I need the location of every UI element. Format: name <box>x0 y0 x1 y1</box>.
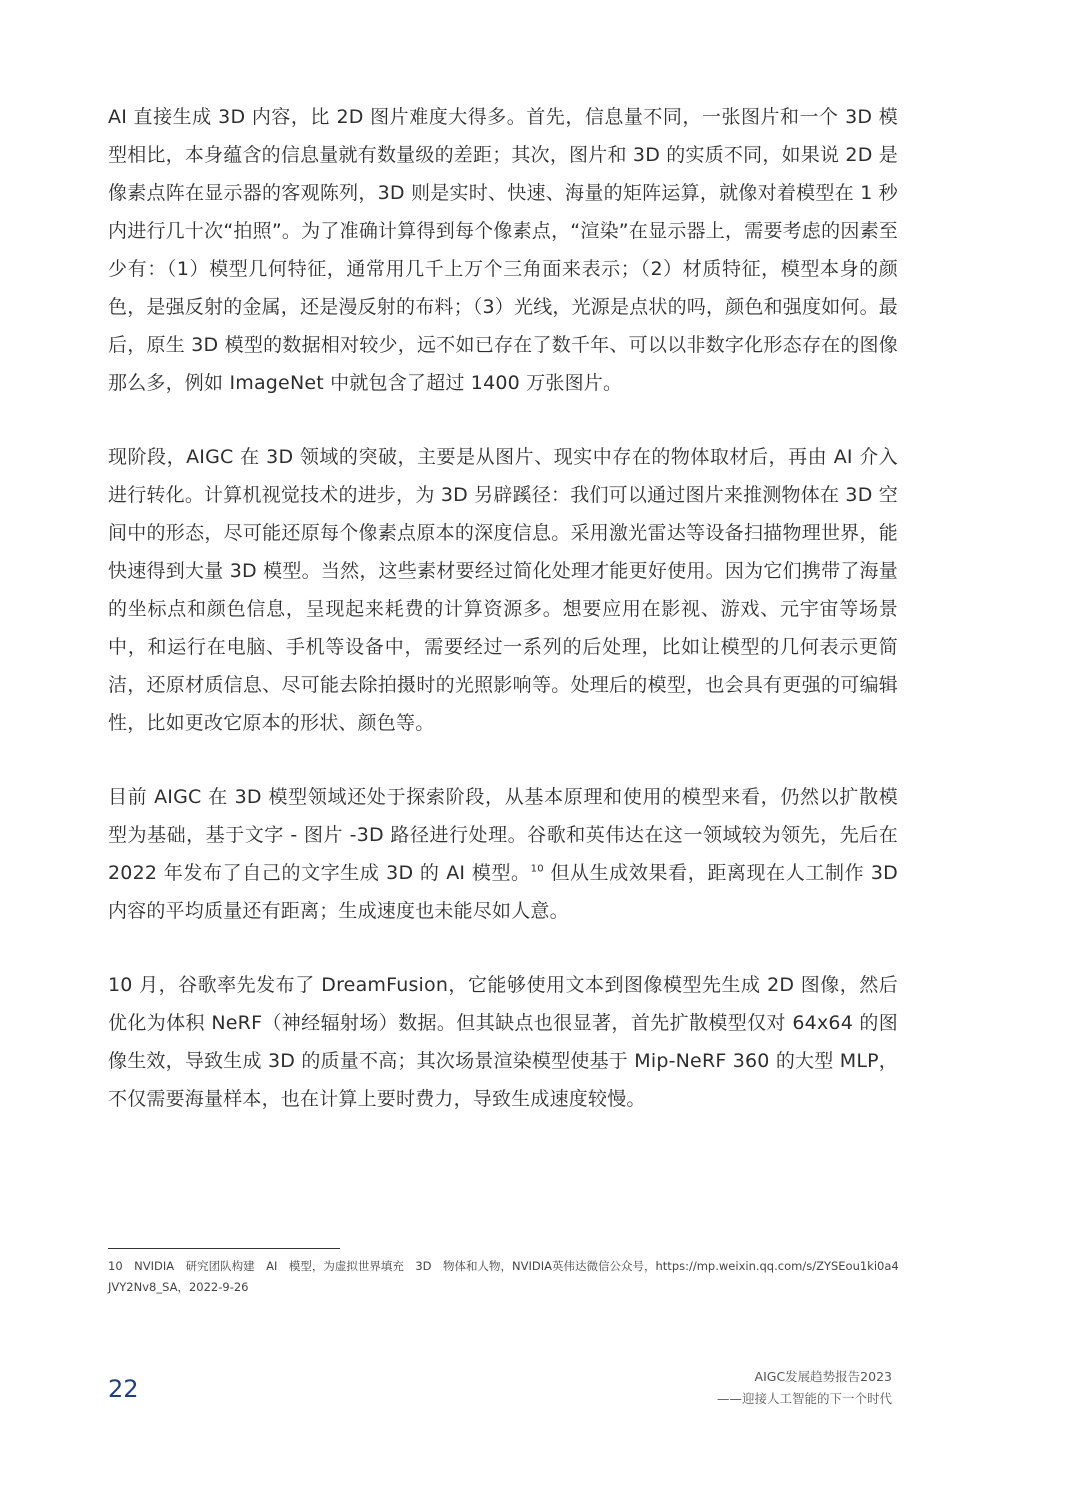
report-subtitle: ——迎接人工智能的下一个时代 <box>716 1391 892 1406</box>
page-number: 22 <box>108 1375 139 1403</box>
paragraph-3d-exploration <box>108 778 898 930</box>
paragraph-3d-exploration-before: 目前 AIGC 在 3D 模型领域还处于探索阶段，从基本原理和使用的模型来看，仍然以扩散模型为基础，基于文字 - 图片 -3D 路径进行处理。谷歌和英伟达在这一领域较为领先，先后在 2022 年发布了自己的文字生成 3D 的 AI 模型。 <box>108 786 898 884</box>
report-title: AIGC发展趋势报告2023 <box>754 1369 892 1384</box>
paragraph-3d-exploration-after: 但从生成效果看，距离现在人工制作 3D 内容的平均质量还有距离；生成速度也未能尽如人意。 <box>108 862 898 922</box>
paragraph-dreamfusion: 10 月，谷歌率先发布了 DreamFusion，它能够使用文本到图像模型先生成 2D 图像，然后优化为体积 NeRF（神经辐射场）数据。但其缺点也很显著，首先扩散模型仅对 64x64 的图像生效，导致生成 3D 的质量不高；其次场景渲染模型使基于 Mip-NeRF 360 的大型 MLP，不仅需要海量样本，也在计算上要时费力，导致生成速度较慢。 <box>108 974 898 1110</box>
footnote: 10 NVIDIA 研究团队构建 AI 模型，为虚拟世界填充 3D 物体和人物，NVIDIA英伟达微信公众号，https://mp.weixin.qq.com/s/ZYSEou1ki0a4JVY2Nv8_SA，2022-9-26 <box>108 1259 899 1294</box>
running-footer <box>717 1366 892 1410</box>
paragraph-3d-current-stage: 现阶段，AIGC 在 3D 领域的突破，主要是从图片、现实中存在的物体取材后，再由 AI 介入进行转化。计算机视觉技术的进步，为 3D 另辟蹊径：我们可以通过图片来推测物体在 3D 空间中的形态，尽可能还原每个像素点原本的深度信息。采用激光雷达等设备扫描物理世界，能快速得到大量 3D 模型。当然，这些素材要经过简化处理才能更好使用。因为它们携带了海量的坐标点和颜色信息，呈现起来耗费的计算资源多。想要应用在影视、游戏、元宇宙等场景中，和运行在电脑、手机等设备中，需要经过一系列的后处理，比如让模型的几何表示更简洁，还原材质信息、尽可能去除拍摄时的光照影响等。处理后的模型，也会具有更强的可编辑性，比如更改它原本的形状、颜色等。 <box>108 446 898 734</box>
paragraph-3d-difficulty: AI 直接生成 3D 内容，比 2D 图片难度大得多。首先，信息量不同，一张图片和一个 3D 模型相比，本身蕴含的信息量就有数量级的差距；其次，图片和 3D 的实质不同，如果说 2D 是像素点阵在显示器的客观陈列，3D 则是实时、快速、海量的矩阵运算，就像对着模型在 1 秒内进行几十次“拍照”。为了准确计算得到每个像素点，“渲染”在显示器上，需要考虑的因素至少有：（1）模型几何特征，通常用几千上万个三角面来表示；（2）材质特征，模型本身的颜色，是强反射的金属，还是漫反射的布料；（3）光线，光源是点状的吗，颜色和强度如何。最后，原生 3D 模型的数据相对较少，远不如已存在了数千年、可以以非数字化形态存在的图像那么多，例如 ImageNet 中就包含了超过 1400 万张图片。 <box>108 106 898 394</box>
body-text <box>108 98 898 1154</box>
footnote-divider <box>108 1248 340 1249</box>
footnote-reference[interactable]: 10 <box>530 863 544 875</box>
